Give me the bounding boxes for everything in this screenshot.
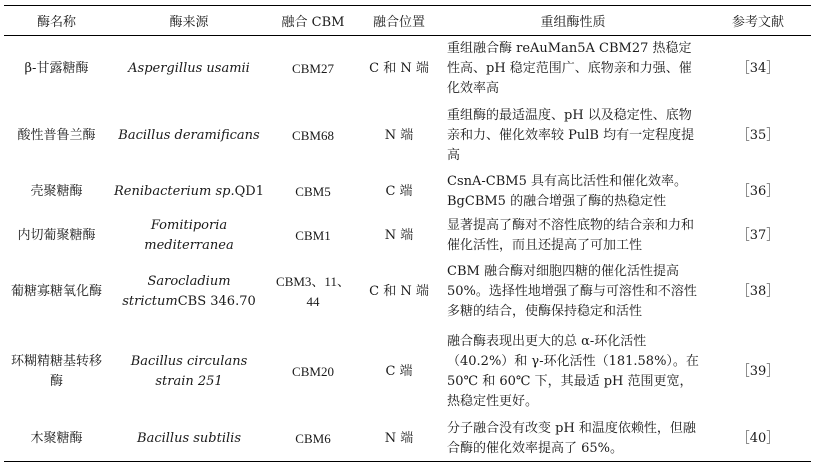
recombinant-property: 分子融合没有改变 pH 和温度依赖性，但融合酶的催化效率提高了 65%。 — [441, 418, 705, 462]
table-row — [4, 103, 811, 170]
fused-cbm: CBM68 — [292, 128, 334, 143]
table-row — [4, 36, 811, 103]
table-row — [4, 170, 811, 214]
table-row — [4, 418, 811, 462]
recombinant-property: CsnA-CBM5 具有高比活性和催化效率。BgCBM5 的融合增强了酶的热稳定性 — [447, 173, 687, 209]
fused-cbm: CBM3、11、44 — [276, 273, 350, 309]
reference: ［34］ — [736, 61, 780, 77]
header-references: 参考文献 — [705, 6, 811, 36]
recombinant-property: 融合酶表现出更大的总 α-环化活性（40.2%）和 γ-环化活性（181.58%）。在 50℃ 和 60℃ 下，其最适 pH 范围更宽，热稳定性更好。 — [447, 333, 699, 409]
enzyme-source: Fomitiporia mediterranea — [144, 217, 234, 253]
header-enzyme-source: 酶来源 — [109, 6, 269, 36]
enzyme-name: 酸性普鲁兰酶 — [17, 128, 96, 143]
enzyme-name: β-甘露糖酶 — [24, 61, 89, 77]
enzyme-source: Sarocladium strictumCBS 346.70 — [122, 273, 256, 309]
enzyme-source: Aspergillus usamii — [128, 61, 250, 77]
fusion-position: C 和 N 端 — [369, 61, 429, 77]
fused-cbm: CBM5 — [295, 183, 331, 199]
fused-cbm: CBM20 — [292, 363, 334, 379]
table-row — [4, 258, 811, 326]
enzyme-name: 环糊精糖基转移酶 — [10, 353, 102, 389]
recombinant-property: 重组融合酶 reAuMan5A CBM27 热稳定性高、pH 稳定范围广、底物亲和力强、催化效率高 — [447, 41, 692, 97]
header-recombinant-properties: 重组酶性质 — [441, 6, 705, 36]
table-row — [4, 214, 811, 258]
reference: ［35］ — [736, 128, 780, 143]
table-header-row — [4, 6, 811, 36]
reference: ［39］ — [736, 363, 780, 379]
enzyme-name: 内切葡聚糖酶 — [17, 227, 96, 243]
fused-cbm: CBM27 — [292, 61, 334, 77]
reference: ［36］ — [736, 183, 780, 199]
fusion-position: C 端 — [385, 183, 413, 199]
header-fused-cbm: 融合 CBM — [269, 6, 357, 36]
header-enzyme-name: 酶名称 — [4, 6, 109, 36]
fusion-position: N 端 — [357, 418, 441, 462]
enzyme-source: Bacillus circulans strain 251 — [130, 353, 248, 389]
fused-cbm: CBM1 — [295, 227, 331, 243]
reference: ［38］ — [736, 283, 780, 299]
reference: ［37］ — [736, 227, 780, 243]
table-row — [4, 326, 811, 418]
enzyme-source: Renibacterium sp.QD1 — [114, 183, 264, 199]
recombinant-property: CBM 融合酶对细胞四糖的催化活性提高 50%。选择性地增强了酶与可溶性和不溶性多糖的结合，使酶保持稳定和活性 — [447, 263, 697, 319]
enzyme-source: Bacillus deramificans — [118, 128, 260, 143]
header-fusion-position: 融合位置 — [357, 6, 441, 36]
enzyme-name: 木聚糖酶 — [4, 418, 109, 462]
enzyme-name: 壳聚糖酶 — [30, 183, 83, 199]
fusion-position: C 和 N 端 — [369, 283, 429, 299]
recombinant-property: 重组酶的最适温度、pH 以及稳定性、底物亲和力、催化效率较 PulB 均有一定程度提高 — [447, 108, 695, 163]
enzyme-name: 葡糖寡糖氧化酶 — [10, 283, 102, 299]
fusion-position: N 端 — [384, 128, 414, 143]
enzyme-source: Bacillus subtilis — [109, 418, 269, 462]
fusion-position: C 端 — [385, 363, 413, 379]
fused-cbm: CBM6 — [269, 418, 357, 462]
enzyme-cbm-fusion-table — [4, 5, 811, 462]
recombinant-property: 显著提高了酶对不溶性底物的结合亲和力和催化活性，而且还提高了可加工性 — [447, 217, 695, 253]
fusion-position: N 端 — [384, 227, 414, 243]
reference: ［40］ — [705, 418, 811, 462]
